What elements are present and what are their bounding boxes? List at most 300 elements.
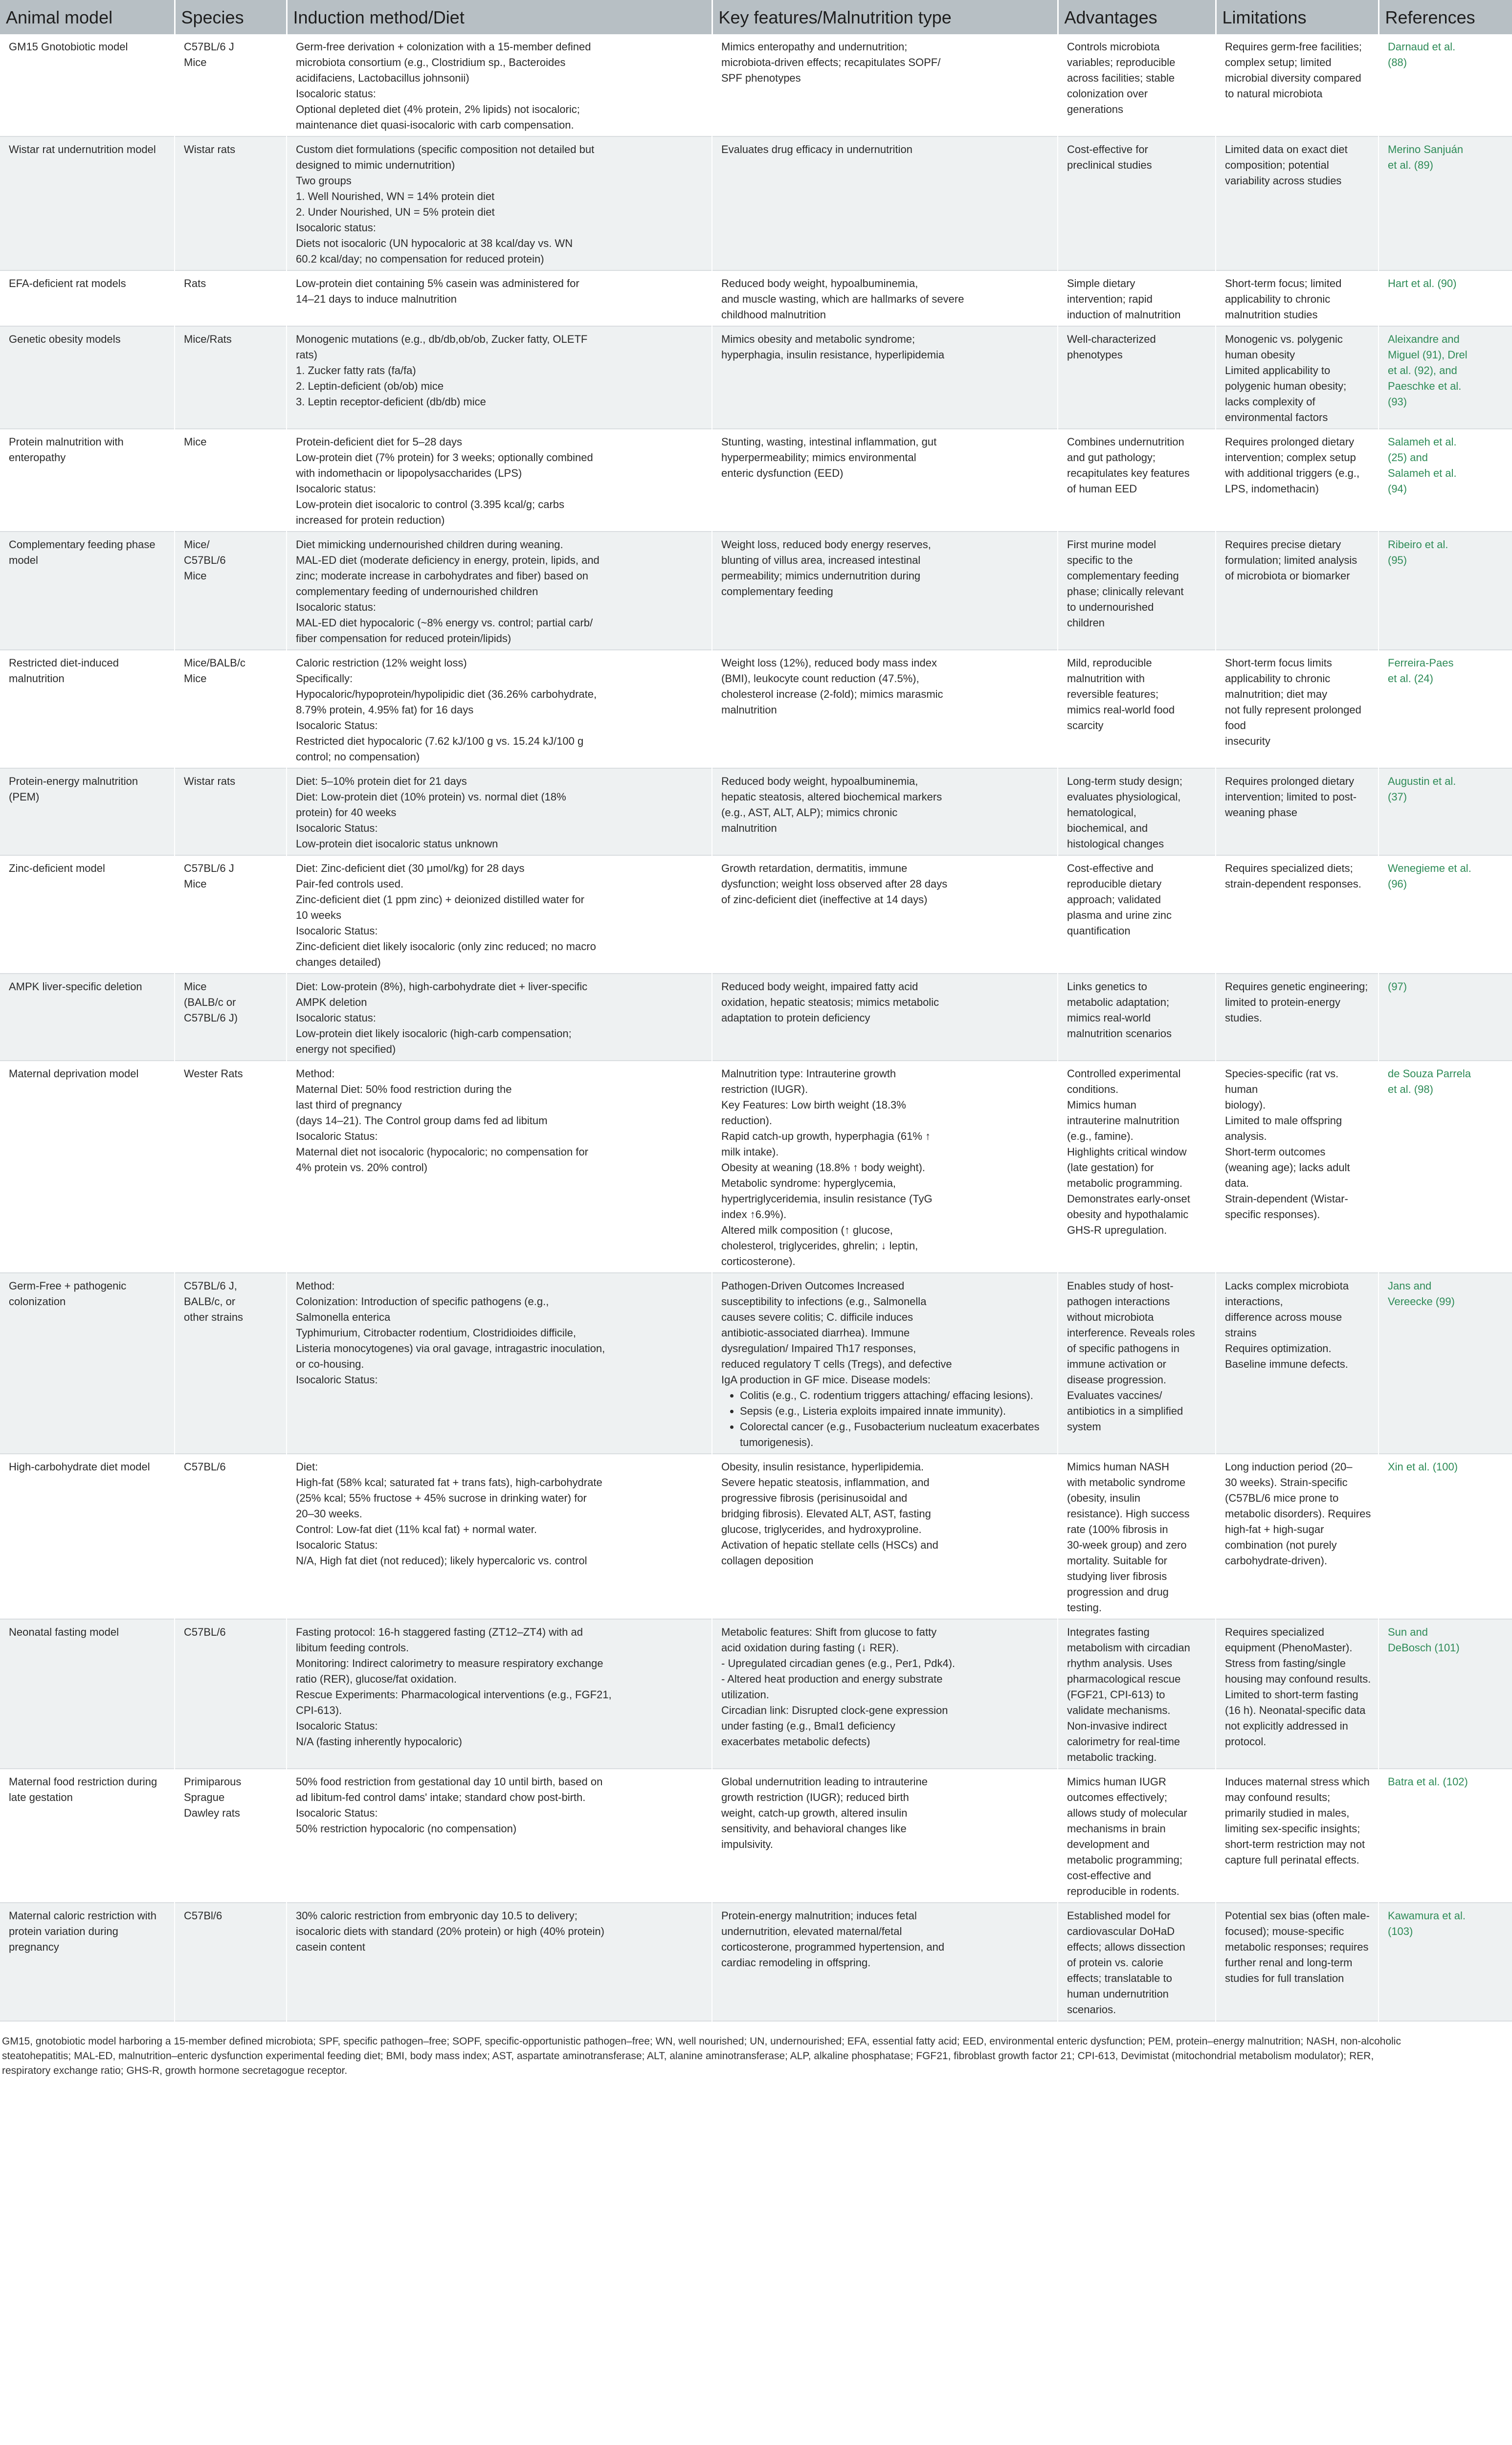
references-cell (1379, 855, 1512, 974)
cell-line: environmental factors (1225, 411, 1328, 423)
header-key-features: Key features/Malnutrition type (712, 0, 1058, 34)
reference-line[interactable]: DeBosch (101) (1388, 1642, 1460, 1654)
cell-line: hyperphagia, insulin resistance, hyperlipidemia (721, 349, 945, 361)
limitations-cell (1216, 34, 1379, 136)
cell-line: obesity and hypothalamic (1067, 1208, 1189, 1221)
reference-line[interactable]: (95) (1388, 554, 1407, 566)
features-cell (712, 326, 1058, 429)
reference-line[interactable]: (37) (1388, 791, 1407, 803)
cell-line: Simple dietary (1067, 277, 1135, 289)
table-body (0, 34, 1512, 2021)
cell-line: Primiparous (184, 1776, 242, 1788)
cell-line: Caloric restriction (12% weight loss) (296, 657, 467, 669)
cell-line: (e.g., famine). (1067, 1130, 1134, 1142)
references-cell (1379, 1619, 1512, 1769)
cell-line: with indomethacin or lipopolysaccharides (LPS) (296, 467, 522, 479)
cell-line: Growth retardation, dermatitis, immune (721, 862, 908, 874)
cell-line: Isocaloric status: (296, 88, 376, 100)
model-cell: EFA-deficient rat models (0, 270, 175, 326)
model-cell: High-carbohydrate diet model (0, 1454, 175, 1619)
cell-line: adaptation to protein deficiency (721, 1012, 870, 1024)
cell-line: other strains (184, 1311, 244, 1323)
reference-line[interactable]: (25) and (1388, 451, 1428, 464)
reference-line[interactable]: Ribeiro et al. (1388, 538, 1448, 551)
cell-line: Requires genetic engineering; (1225, 980, 1368, 993)
cell-line: hypertriglyceridemia, insulin resistance (TyG (721, 1193, 933, 1205)
limitations-cell (1216, 326, 1379, 429)
features-cell (712, 650, 1058, 768)
cell-line: Activation of hepatic stellate cells (HSCs) and (721, 1539, 938, 1551)
cell-line: Diet: (296, 1461, 318, 1473)
cell-line: SPF phenotypes (721, 72, 801, 84)
cell-line: Specifically: (296, 672, 353, 685)
cell-line: human undernutrition (1067, 1988, 1169, 2000)
cell-line: enteric dysfunction (EED) (721, 467, 844, 479)
cell-line: isocaloric diets with standard (20% protein) or high (40% protein) (296, 1925, 604, 1937)
limitations-cell (1216, 1061, 1379, 1273)
features-cell (712, 34, 1058, 136)
cell-line: dysfunction; weight loss observed after 28 days (721, 878, 948, 890)
cell-line: Limited data on exact diet (1225, 143, 1348, 156)
cell-line: cholesterol, triglycerides, ghrelin; ↓ leptin, (721, 1240, 918, 1252)
features-cell (712, 1061, 1058, 1273)
cell-line: Requires prolonged dietary (1225, 436, 1355, 448)
induction-cell (287, 855, 712, 974)
cell-line: Demonstrates early-onset (1067, 1193, 1190, 1205)
cell-line: Mimics enteropathy and undernutrition; (721, 41, 908, 53)
model-cell: GM15 Gnotobiotic model (0, 34, 175, 136)
cell-line: Low-protein diet containing 5% casein was administered for (296, 277, 579, 289)
cell-line: induction of malnutrition (1067, 309, 1181, 321)
model-cell: Maternal caloric restriction with protein variation during pregnancy (0, 1903, 175, 2021)
cell-line: rate (100% fibrosis in (1067, 1523, 1168, 1535)
cell-line: malnutrition studies (1225, 309, 1318, 321)
limitations-cell (1216, 1903, 1379, 2021)
reference-line[interactable]: Augustin et al. (1388, 775, 1456, 787)
table-row (0, 855, 1512, 974)
reference-line[interactable]: Ferreira-Paes (1388, 657, 1454, 669)
table-row (0, 768, 1512, 855)
cell-line: C57BL/6 J (184, 862, 234, 874)
cell-line: across facilities; stable (1067, 72, 1175, 84)
species-cell (175, 326, 287, 429)
model-cell: Maternal food restriction during late gestation (0, 1769, 175, 1903)
cell-line: hyperpermeability; mimics environmental (721, 451, 916, 464)
cell-line: corticosterone, programmed hypertension, and (721, 1941, 945, 1953)
cell-line: metabolism with circadian (1067, 1642, 1190, 1654)
cell-line: Pair-fed controls used. (296, 878, 404, 890)
cell-line: C57BL/6 J, (184, 1280, 237, 1292)
cell-line: Control: Low-fat diet (11% kcal fat) + normal water. (296, 1523, 537, 1535)
cell-line: effects; translatable to (1067, 1972, 1172, 1984)
references-cell (1379, 1061, 1512, 1273)
cell-line: may confound results; (1225, 1791, 1331, 1803)
header-references: References (1379, 0, 1512, 34)
cell-line: permeability; mimics undernutrition during (721, 570, 921, 582)
cell-line: Requires specialized (1225, 1626, 1324, 1638)
cell-line: Mice (184, 672, 207, 685)
cell-line: Rescue Experiments: Pharmacological interventions (e.g., FGF21, (296, 1689, 612, 1701)
model-cell: Protein-energy malnutrition (PEM) (0, 768, 175, 855)
cell-line: Controls microbiota (1067, 41, 1160, 53)
cell-line: (FGF21, CPI-613) to (1067, 1689, 1165, 1701)
advantages-cell (1058, 974, 1216, 1061)
limitations-cell (1216, 532, 1379, 650)
cell-line: Requires germ-free facilities; (1225, 41, 1362, 53)
model-cell: Complementary feeding phase model (0, 532, 175, 650)
cell-line: utilization. (721, 1689, 769, 1701)
cell-line: Severe hepatic steatosis, inflammation, and (721, 1476, 930, 1489)
cell-line: of microbiota or biomarker (1225, 570, 1350, 582)
cell-line: allows study of molecular (1067, 1807, 1187, 1819)
induction-cell (287, 1273, 712, 1454)
cell-line: and muscle wasting, which are hallmarks of severe (721, 293, 964, 305)
features-cell (712, 1454, 1058, 1619)
cell-line: First murine model (1067, 538, 1156, 551)
cell-line: complex setup; limited (1225, 56, 1332, 68)
cell-line: Rapid catch-up growth, hyperphagia (61% ↑ (721, 1130, 931, 1142)
cell-line: microbiota consortium (e.g., Clostridium sp., Bacteroides (296, 56, 566, 68)
reference-line[interactable]: (103) (1388, 1925, 1413, 1937)
cell-line: Weight loss (12%), reduced body mass index (721, 657, 937, 669)
cell-line: Method: (296, 1280, 335, 1292)
reference-line[interactable]: Merino Sanjuán (1388, 143, 1464, 156)
cell-line: high-fat + high-sugar (1225, 1523, 1324, 1535)
cell-line: malnutrition (721, 704, 777, 716)
cell-line: without microbiota (1067, 1311, 1154, 1323)
cell-line: system (1067, 1421, 1101, 1433)
cell-line: rats) (296, 349, 317, 361)
table-header (0, 0, 1512, 34)
cell-line: Diet: 5–10% protein diet for 21 days (296, 775, 467, 787)
cell-line: protocol. (1225, 1735, 1267, 1748)
cell-line: Custom diet formulations (specific composition not detailed but (296, 143, 595, 156)
reference-line[interactable]: Hart et al. (90) (1388, 277, 1457, 289)
cell-line: Baseline immune defects. (1225, 1358, 1348, 1370)
cell-line: Mice/BALB/c (184, 657, 245, 669)
cell-line: Key Features: Low birth weight (18.3% (721, 1099, 906, 1111)
cell-line: or co-housing. (296, 1358, 364, 1370)
cell-line: protein) for 40 weeks (296, 806, 397, 819)
reference-line[interactable]: (94) (1388, 483, 1407, 495)
list-item: • Sepsis (e.g., Listeria exploits impaired innate immunity). (740, 1403, 1050, 1419)
induction-cell (287, 136, 712, 270)
cell-line: conditions. (1067, 1083, 1119, 1095)
reference-line[interactable]: Batra et al. (102) (1388, 1776, 1468, 1788)
cell-line: Requires specialized diets; (1225, 862, 1353, 874)
cell-line: Maternal Diet: 50% food restriction during the (296, 1083, 512, 1095)
cell-line: Colonization: Introduction of specific pathogens (e.g., (296, 1295, 549, 1308)
cell-line: Long-term study design; (1067, 775, 1183, 787)
cell-line: intervention; rapid (1067, 293, 1153, 305)
cell-line: histological changes (1067, 838, 1164, 850)
cell-line: development and (1067, 1838, 1150, 1850)
cell-line: with additional triggers (e.g., (1225, 467, 1360, 479)
cell-line: cost-effective and (1067, 1869, 1152, 1882)
table-row (0, 1619, 1512, 1769)
cell-line: C57BL/6 J (184, 41, 234, 53)
cell-line: of protein vs. calorie (1067, 1956, 1163, 1969)
cell-line: and gut pathology; (1067, 451, 1156, 464)
cell-line: recapitulates key features (1067, 467, 1190, 479)
cell-line: Restricted diet hypocaloric (7.62 kJ/100 g vs. 15.24 kJ/100 g (296, 735, 584, 747)
cell-line: cardiac remodeling in offspring. (721, 1956, 871, 1969)
cell-line: Isocaloric Status: (296, 1374, 378, 1386)
cell-line: Mice/Rats (184, 333, 232, 345)
cell-line: casein content (296, 1941, 365, 1953)
cell-line: Isocaloric Status: (296, 1539, 378, 1551)
cell-line: Weight loss, reduced body energy reserves, (721, 538, 931, 551)
reference-line[interactable]: Salameh et al. (1388, 436, 1457, 448)
cell-line: outcomes effectively; (1067, 1791, 1168, 1803)
limitations-cell (1216, 855, 1379, 974)
cell-line: Induces maternal stress which (1225, 1776, 1370, 1788)
cell-line: specific responses). (1225, 1208, 1320, 1221)
header-limitations: Limitations (1216, 0, 1379, 34)
cell-line: Monogenic mutations (e.g., db/db,ob/ob, Zucker fatty, OLETF (296, 333, 588, 345)
features-cell (712, 1769, 1058, 1903)
limitations-cell (1216, 136, 1379, 270)
cell-line: Protein-energy malnutrition; induces fetal (721, 1910, 917, 1922)
cell-line: Isocaloric Status: (296, 719, 378, 732)
model-cell: Germ-Free + pathogenic colonization (0, 1273, 175, 1454)
species-cell (175, 270, 287, 326)
cell-line: IgA production in GF mice. Disease models: (721, 1374, 931, 1386)
table-row (0, 1454, 1512, 1619)
model-cell: Restricted diet-induced malnutrition (0, 650, 175, 768)
advantages-cell (1058, 270, 1216, 326)
advantages-cell (1058, 34, 1216, 136)
cell-line: acid oxidation during fasting (↓ RER). (721, 1642, 899, 1654)
induction-cell (287, 768, 712, 855)
cell-line: biochemical, and (1067, 822, 1148, 834)
references-cell (1379, 1903, 1512, 2021)
limitations-cell (1216, 429, 1379, 532)
model-cell: Neonatal fasting model (0, 1619, 175, 1769)
cell-line: Lacks complex microbiota (1225, 1280, 1349, 1292)
cell-line: acidifaciens, Lactobacillus johnsonii) (296, 72, 469, 84)
table-row (0, 1903, 1512, 2021)
cell-line: Diets not isocaloric (UN hypocaloric at 38 kcal/day vs. WN (296, 237, 573, 249)
references-cell (1379, 650, 1512, 768)
reference-line[interactable]: Wenegieme et al. (1388, 862, 1471, 874)
cell-line: 3. Leptin receptor-deficient (db/db) mice (296, 396, 486, 408)
advantages-cell (1058, 532, 1216, 650)
reference-line[interactable]: Kawamura et al. (1388, 1910, 1466, 1922)
table-row (0, 136, 1512, 270)
features-cell (712, 768, 1058, 855)
cell-line: 60.2 kcal/day; no compensation for reduced protein) (296, 253, 544, 265)
reference-line[interactable]: Sun and (1388, 1626, 1428, 1638)
reference-line[interactable]: Vereecke (99) (1388, 1295, 1455, 1308)
reference-line[interactable]: (93) (1388, 396, 1407, 408)
cell-line: impulsivity. (721, 1838, 773, 1850)
cell-line: childhood malnutrition (721, 309, 826, 321)
cell-line: progressive fibrosis (perisinusoidal and (721, 1492, 908, 1504)
cell-line: Diet mimicking undernourished children during weaning. (296, 538, 563, 551)
cell-line: preclinical studies (1067, 159, 1152, 171)
cell-line: N/A, High fat diet (not reduced); likely hypercaloric vs. control (296, 1555, 587, 1567)
cell-line: maintenance diet quasi-isocaloric with carb compensation. (296, 119, 574, 131)
cell-line: Requires optimization. (1225, 1342, 1332, 1355)
cell-line: Mice/ (184, 538, 210, 551)
reference-line[interactable]: et al. (24) (1388, 672, 1433, 685)
references-cell (1379, 1273, 1512, 1454)
limitations-cell (1216, 768, 1379, 855)
cell-line: limiting sex-specific insights; (1225, 1823, 1360, 1835)
cell-line: formulation; limited analysis (1225, 554, 1357, 566)
cell-line: Stunting, wasting, intestinal inflammation, gut (721, 436, 937, 448)
reference-line[interactable]: Darnaud et al. (1388, 41, 1456, 53)
cell-line: primarily studied in males, (1225, 1807, 1350, 1819)
cell-line: housing may confound results. (1225, 1673, 1371, 1685)
cell-line: Malnutrition type: Intrauterine growth (721, 1067, 896, 1080)
reference-line[interactable]: (97) (1388, 980, 1407, 993)
reference-line[interactable]: Miguel (91), Drel (1388, 349, 1468, 361)
advantages-cell (1058, 768, 1216, 855)
cell-line: Short-term focus; limited (1225, 277, 1342, 289)
cell-line: Monitoring: Indirect calorimetry to measure respiratory exchange (296, 1657, 603, 1669)
cell-line: Reduced body weight, impaired fatty acid (721, 980, 918, 993)
cell-line: (e.g., AST, ALT, ALP); mimics chronic (721, 806, 898, 819)
cell-line: Species-specific (rat vs. human (1225, 1067, 1339, 1095)
cell-line: of human EED (1067, 483, 1137, 495)
cell-line: C57BL/6 (184, 554, 226, 566)
induction-cell (287, 429, 712, 532)
cell-line: reproducible in rodents. (1067, 1885, 1179, 1897)
induction-cell (287, 1903, 712, 2021)
cell-line: testing. (1067, 1601, 1102, 1614)
reference-line[interactable]: de Souza Parrela (1388, 1067, 1471, 1080)
table-row (0, 1061, 1512, 1273)
cell-line: Monogenic vs. polygenic (1225, 333, 1343, 345)
cell-line: Requires prolonged dietary (1225, 775, 1355, 787)
cell-line: - Altered heat production and energy substrate (721, 1673, 943, 1685)
cell-line: AMPK deletion (296, 996, 367, 1008)
features-cell (712, 974, 1058, 1061)
cell-line: Limited to short-term fasting (1225, 1689, 1358, 1701)
cell-line: Cost-effective and (1067, 862, 1154, 874)
cell-line: blunting of villus area, increased intestinal (721, 554, 921, 566)
cell-line: mechanisms in brain (1067, 1823, 1166, 1835)
cell-line: Mimics obesity and metabolic syndrome; (721, 333, 915, 345)
cell-line: not explicitly addressed in (1225, 1720, 1348, 1732)
cell-line: Low-protein diet (7% protein) for 3 weeks; optionally combined (296, 451, 593, 464)
cell-line: metabolic responses; requires (1225, 1941, 1369, 1953)
advantages-cell (1058, 1061, 1216, 1273)
cell-line: metabolic disorders). Requires (1225, 1508, 1371, 1520)
cell-line: interactions, (1225, 1295, 1283, 1308)
cell-line: mimics real-world food scarcity (1067, 704, 1175, 732)
cell-line: energy not specified) (296, 1043, 396, 1055)
cell-line: variables; reproducible (1067, 56, 1176, 68)
cell-line: Non-invasive indirect (1067, 1720, 1167, 1732)
cell-line: limited to protein-energy (1225, 996, 1341, 1008)
induction-cell (287, 532, 712, 650)
cell-line: lacks complexity of (1225, 396, 1315, 408)
cell-line: human obesity (1225, 349, 1295, 361)
reference-line[interactable]: (88) (1388, 56, 1407, 68)
cell-line: capture full perinatal effects. (1225, 1854, 1359, 1866)
cell-line: Listeria monocytogenes) via oral gavage, intragastric inoculation, (296, 1342, 605, 1355)
cell-line: Two groups (296, 175, 352, 187)
cell-line: Long induction period (20– (1225, 1461, 1353, 1473)
reference-line[interactable]: Aleixandre and (1388, 333, 1460, 345)
species-cell (175, 1619, 287, 1769)
cell-line: glucose, triglycerides, and hydroxyproline. (721, 1523, 922, 1535)
reference-line[interactable]: Jans and (1388, 1280, 1432, 1292)
cell-line: Germ-free derivation + colonization with a 15-member defined (296, 41, 591, 53)
induction-cell (287, 1454, 712, 1619)
model-cell: AMPK liver-specific deletion (0, 974, 175, 1061)
cell-line: Requires precise dietary (1225, 538, 1341, 551)
cell-line: Isocaloric Status: (296, 1807, 378, 1819)
reference-line[interactable]: et al. (98) (1388, 1083, 1433, 1095)
references-cell (1379, 136, 1512, 270)
cell-line: LPS, indomethacin) (1225, 483, 1319, 495)
cell-line: Obesity at weaning (18.8% ↑ body weight). (721, 1161, 926, 1174)
cell-line: Maternal diet not isocaloric (hypocaloric; no compensation for (296, 1146, 588, 1158)
features-cell (712, 1273, 1058, 1454)
cell-line: Diet: Low-protein diet (10% protein) vs. normal diet (18% (296, 791, 566, 803)
cell-line: N/A (fasting inherently hypocaloric) (296, 1735, 462, 1748)
cell-line: Low-protein diet likely isocaloric (high-carb compensation; (296, 1027, 572, 1040)
cell-line: malnutrition scenarios (1067, 1027, 1172, 1040)
cell-line: to natural microbiota (1225, 88, 1323, 100)
cell-line: Short-term focus limits (1225, 657, 1332, 669)
cell-line: Global undernutrition leading to intrauterine (721, 1776, 928, 1788)
cell-line: Integrates fasting (1067, 1626, 1150, 1638)
advantages-cell (1058, 1619, 1216, 1769)
features-cell (712, 1619, 1058, 1769)
reference-line[interactable]: et al. (92), and (1388, 364, 1457, 377)
features-cell (712, 270, 1058, 326)
limitations-cell (1216, 650, 1379, 768)
cell-line: antibiotics in a simplified (1067, 1405, 1183, 1417)
species-cell (175, 650, 287, 768)
advantages-cell (1058, 650, 1216, 768)
cell-line: Fasting protocol: 16-h staggered fasting (ZT12–ZT4) with ad (296, 1626, 583, 1638)
cell-line: Enables study of host- (1067, 1280, 1174, 1292)
cell-line: Pathogen-Driven Outcomes Increased (721, 1280, 905, 1292)
cell-line: control; no compensation) (296, 751, 420, 763)
cell-line: Isocaloric status: (296, 601, 376, 613)
cell-line: Hypocaloric/hypoprotein/hypolipidic diet (36.26% carbohydrate, (296, 688, 597, 700)
reference-line[interactable]: Xin et al. (100) (1388, 1461, 1458, 1473)
cell-line: Wistar rats (184, 775, 236, 787)
model-cell: Genetic obesity models (0, 326, 175, 429)
cell-line: composition; potential (1225, 159, 1329, 171)
cell-line: applicability to chronic (1225, 293, 1331, 305)
cell-line: last third of pregnancy (296, 1099, 402, 1111)
cell-line: sensitivity, and behavioral changes like (721, 1823, 907, 1835)
reference-line[interactable]: et al. (89) (1388, 159, 1433, 171)
cell-line: Limited applicability to (1225, 364, 1331, 377)
reference-line[interactable]: Paeschke et al. (1388, 380, 1462, 392)
cell-line: cholesterol increase (2-fold); mimics marasmic (721, 688, 943, 700)
table-row (0, 974, 1512, 1061)
references-cell (1379, 326, 1512, 429)
cell-line: intervention; complex setup (1225, 451, 1356, 464)
reference-line[interactable]: (96) (1388, 878, 1407, 890)
table-row (0, 326, 1512, 429)
cell-line: analysis. (1225, 1130, 1267, 1142)
cell-line: changes detailed) (296, 956, 381, 968)
reference-line[interactable]: Salameh et al. (1388, 467, 1457, 479)
induction-cell (287, 974, 712, 1061)
cell-line: reversible features; (1067, 688, 1159, 700)
cell-line: (C57BL/6 mice prone to (1225, 1492, 1339, 1504)
